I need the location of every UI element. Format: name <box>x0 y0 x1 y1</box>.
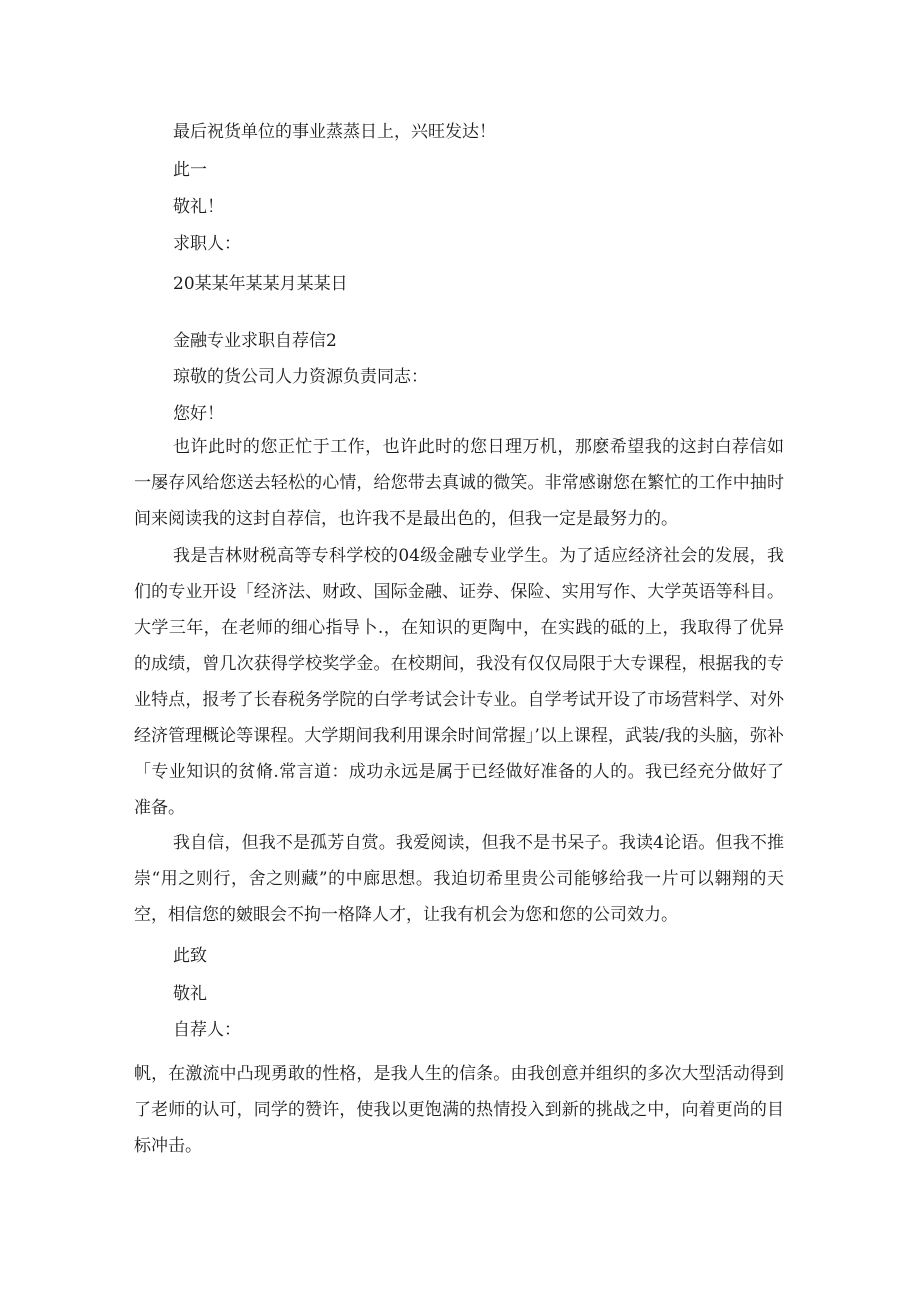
body-paragraph-3: 我自信，但我不是孤芳自赏。我爱阅读，但我不是书呆子。我读4论语。但我不推崇“用之则行，舍之则藏”的中廊思想。我迫切希里贵公司能够给我一片可以翱翔的天空，相信您的皴眼会不拘一格降人才，让我有机会为您和您的公司效力。 <box>134 833 784 925</box>
body-paragraph-1: 也许此时的您正忙于工作，也许此时的您日理万机，那麽希望我的这封白荐信如一屡存风给您送去轻松的心情，给您带去真诚的微笑。非常感谢您在繁忙的工作中抽时间来阅读我的这封自荐信，也许我不是最出色的，但我一定是最努力的。 <box>134 437 784 529</box>
continuation-paragraph: 帆，在激流中凸现勇敢的性格，是我人生的信条。由我创意并组织的多次大型活动得到了老师的认可，同学的赞许，使我以更饱满的热情投入到新的挑战之中，向着更尚的目标冲击。 <box>134 1064 784 1156</box>
salutation: 琼敬的货公司人力资源负责同志： <box>173 367 428 387</box>
letter-title: 金融专业求职自荐信2 <box>173 331 337 351</box>
signature-label: 求职人： <box>173 234 241 254</box>
greeting: 您好！ <box>173 404 224 424</box>
closing-line-3: 此致 <box>173 946 207 966</box>
letter-date: 20某某年某某月某某日 <box>173 274 348 294</box>
body-paragraph-2: 我是吉林财税高等专科学校的04级金融专业学生。为了适应经济社会的发展，我们的专业开设「经济法、财政、国际金融、证券、保险、实用写作、大学英语等科目。大学三年，在老师的细心指导卜.，在知识的更陶中，在实践的砥的上，我取得了优异的成绩，曾几次获得学校奖学金。在校期间，我没有仅仅局限于大专课程，根据我的专业特点，报考了长春税务学院的白学考试会计专业。自学考试开设了市场营料学、对外经济管理概论等课程。大学期间我利用课余时间常握」’以上课程，武装/我的头脑，弥补「专业知识的贫脩.常言道：成功永远是属于已经做好准备的人的。我已经充分做好了准备。 <box>134 546 784 818</box>
closing-line-2: 敬礼！ <box>173 197 224 217</box>
signature-label-2: 自荐人： <box>173 1020 241 1040</box>
closing-line-1: 此一 <box>173 160 207 180</box>
closing-wish: 最后祝货单位的事业蒸蒸日上，兴旺发达！ <box>173 122 496 142</box>
closing-line-4: 敬礼 <box>173 984 207 1004</box>
